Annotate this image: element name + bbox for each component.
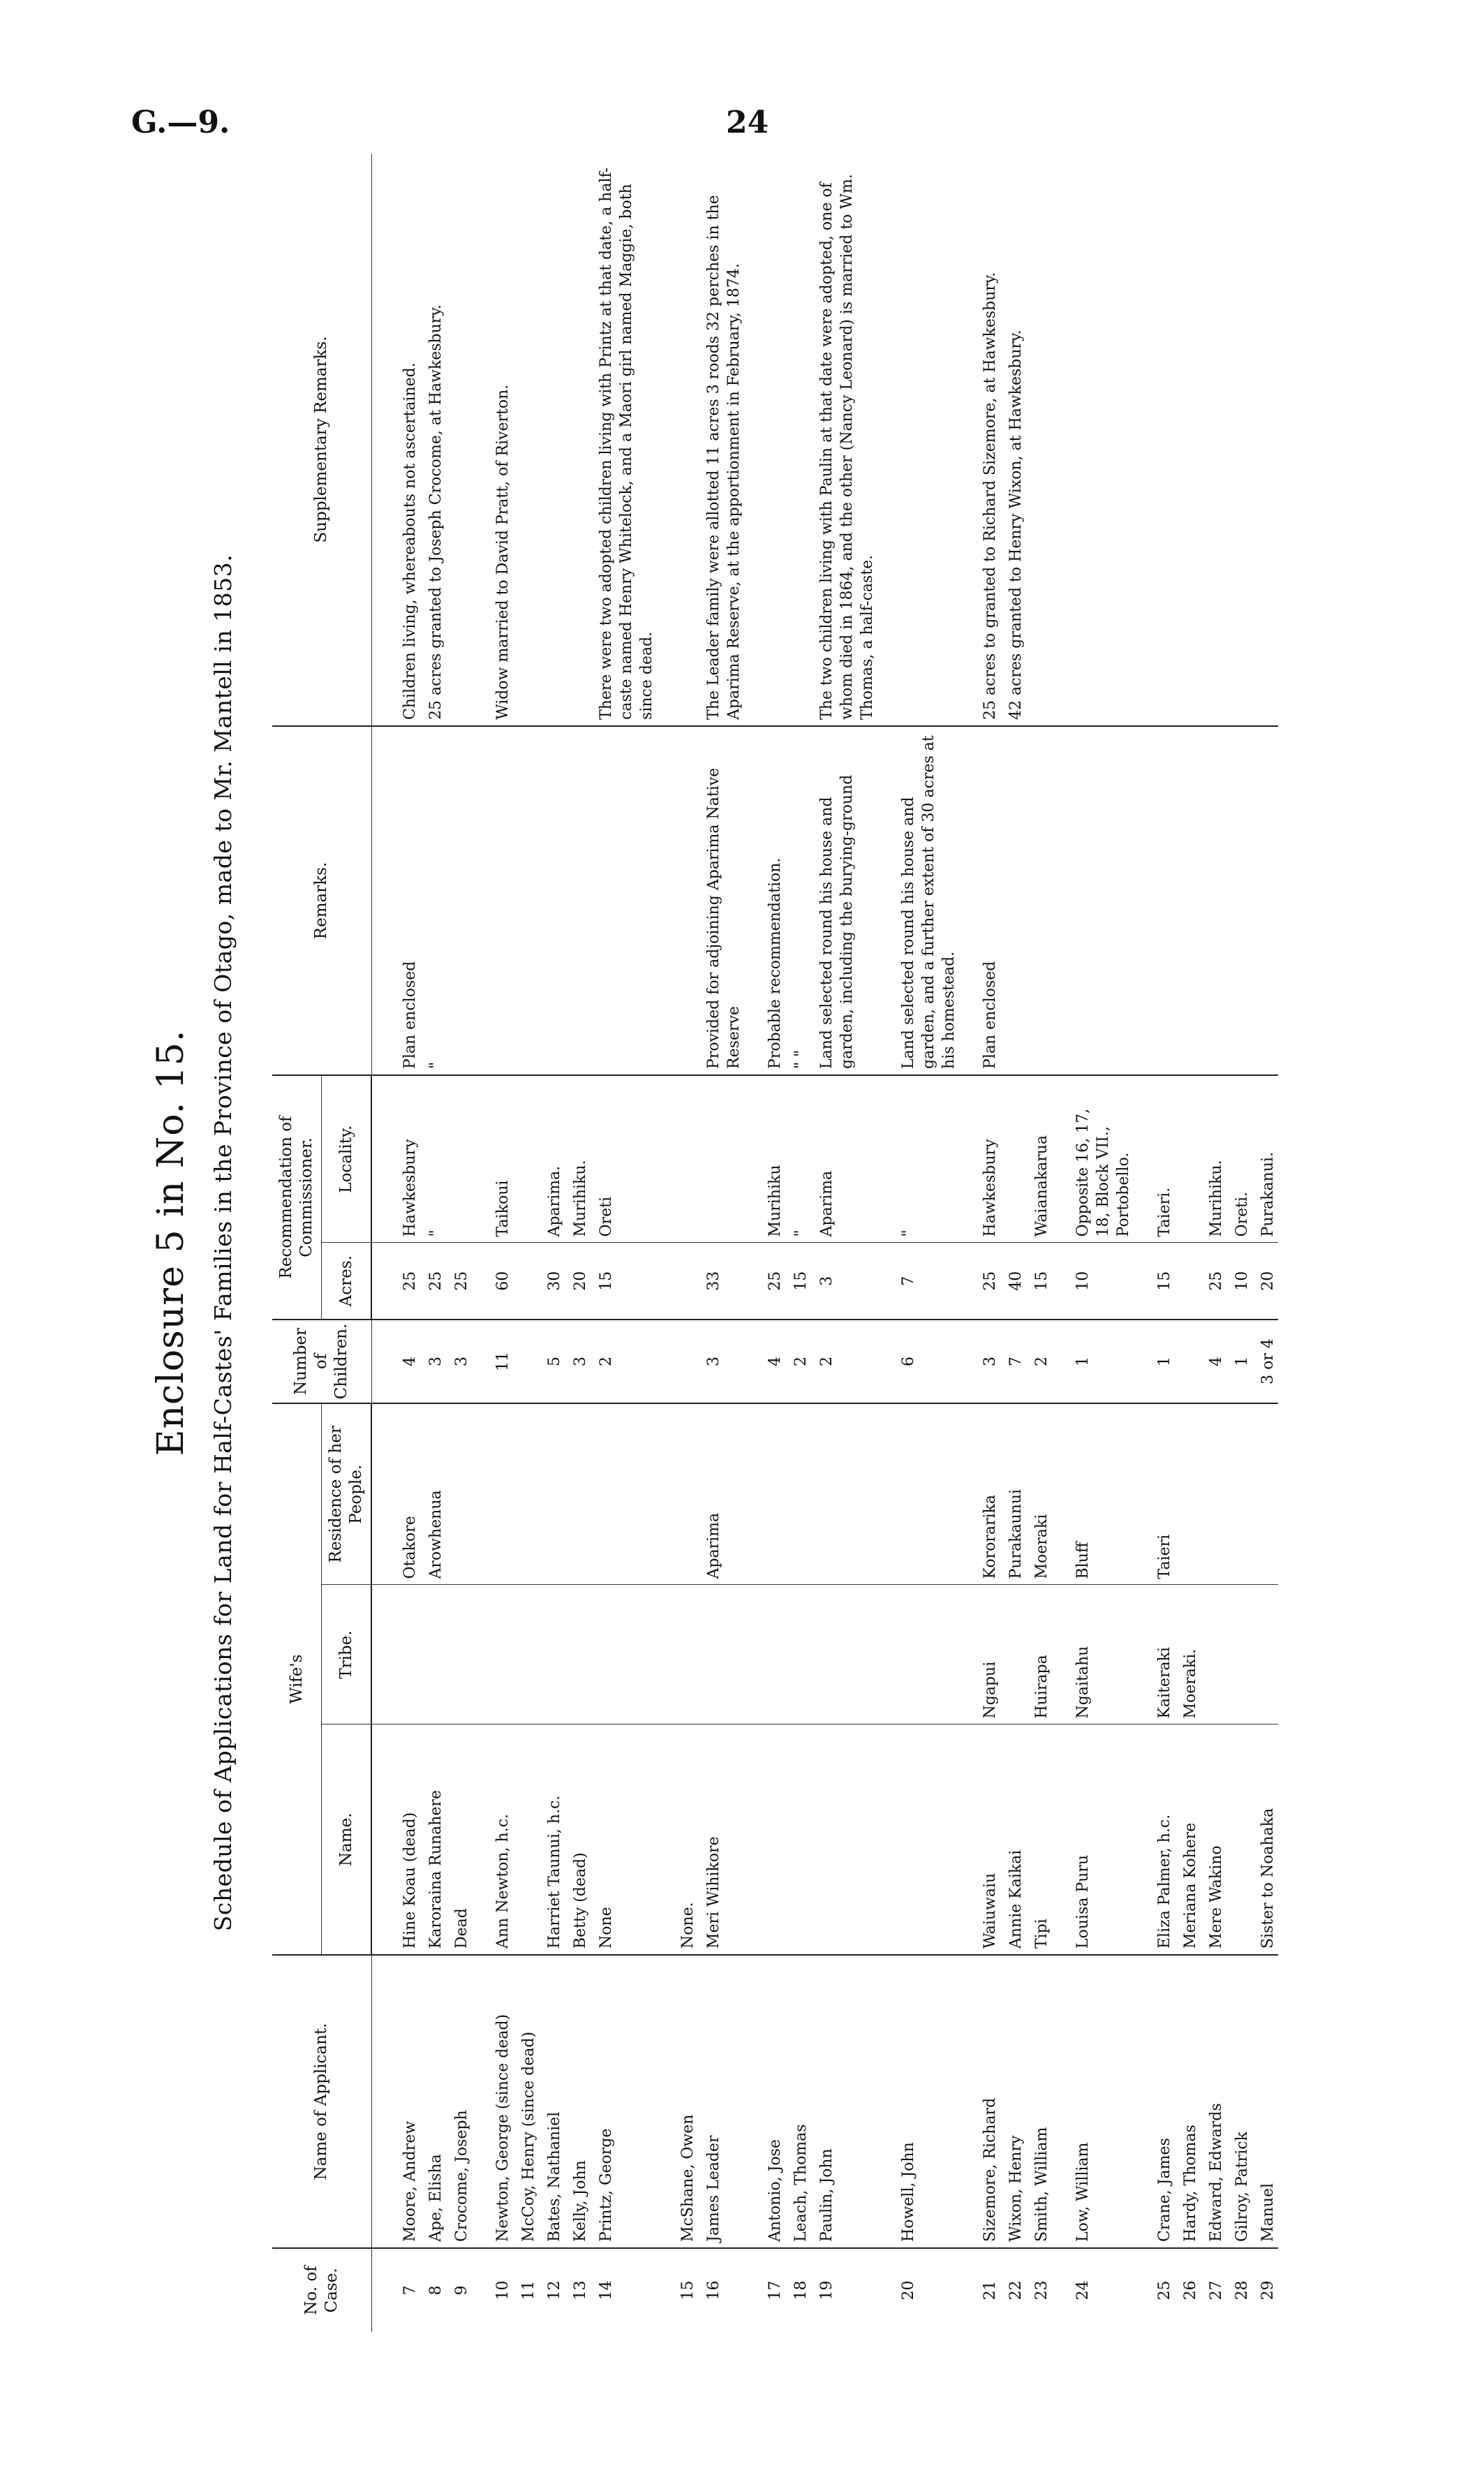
table-cell-remarks: Provided for adjoining Aparima Native Reserve xyxy=(698,726,744,1075)
table-row xyxy=(657,154,698,2332)
col-wife-name: Name. xyxy=(322,1724,372,1955)
table-cell-tribe xyxy=(1252,1585,1278,1724)
enclosure-title: Enclosure 5 in No. 15. xyxy=(150,1029,192,1456)
table-cell-locality: Hawkesbury xyxy=(959,1075,1000,1243)
table-cell-tribe xyxy=(877,1585,959,1724)
page-reference: G.—9. xyxy=(131,105,230,140)
table-cell-remarks: Land selected round his house and garden, and a further extent of 30 acres at his homestead. xyxy=(877,726,959,1075)
table-cell-wife-name xyxy=(785,1724,811,1955)
table-cell-tribe xyxy=(565,1585,591,1724)
table-row xyxy=(539,154,565,2332)
table-row xyxy=(591,154,657,2332)
table-cell-locality: " xyxy=(420,1075,446,1243)
table-cell-wife-name xyxy=(811,1724,877,1955)
table-cell-remarks xyxy=(1175,726,1201,1075)
table-cell-tribe xyxy=(371,1585,420,1724)
table-cell-applicant: Howell, John xyxy=(877,1955,959,2248)
table-cell-wife-name: Betty (dead) xyxy=(565,1724,591,1955)
table-cell-remarks xyxy=(1026,726,1052,1075)
table-cell-locality xyxy=(1000,1075,1026,1243)
table-cell-wife-name: Tipi xyxy=(1026,1724,1052,1955)
table-cell-acres: 7 xyxy=(877,1243,959,1320)
table-cell-wife-name: Eliza Palmer, h.c. xyxy=(1134,1724,1175,1955)
table-cell-acres xyxy=(1175,1243,1201,1320)
table-cell-supplementary xyxy=(785,154,811,726)
table-cell-residence xyxy=(472,1403,513,1585)
table-cell-applicant: Moore, Andrew xyxy=(371,1955,420,2248)
table-cell-case: 15 xyxy=(679,2280,697,2300)
table-cell-case: 25 xyxy=(1156,2280,1173,2300)
table-cell-applicant: Crane, James xyxy=(1134,1955,1175,2248)
col-remarks: Remarks. xyxy=(272,726,371,1075)
table-cell-acres: 15 xyxy=(785,1243,811,1320)
table-row xyxy=(1175,154,1201,2332)
table-cell-wife-name xyxy=(877,1724,959,1955)
table-cell-children: 6 xyxy=(877,1320,959,1403)
col-supplementary: Supplementary Remarks. xyxy=(272,154,371,726)
table-cell-case: 13 xyxy=(572,2280,589,2300)
table-cell-remarks xyxy=(1252,726,1278,1075)
table-row xyxy=(1052,154,1134,2332)
table-cell-wife-name: Mere Wakino xyxy=(1201,1724,1226,1955)
table-cell-acres: 40 xyxy=(1000,1243,1026,1320)
table-cell-wife-name: Sister to Noahaka xyxy=(1252,1724,1278,1955)
table-cell-acres: 15 xyxy=(1026,1243,1052,1320)
table-cell-locality xyxy=(698,1075,744,1243)
table-cell-children: 3 xyxy=(565,1320,591,1403)
table-cell-supplementary xyxy=(1175,154,1201,726)
table-cell-residence: Moeraki xyxy=(1026,1403,1052,1585)
table-cell-remarks xyxy=(565,726,591,1075)
table-cell-case: 23 xyxy=(1033,2280,1051,2300)
table-cell-applicant: McCoy, Henry (since dead) xyxy=(513,1955,539,2248)
table-row xyxy=(698,154,744,2332)
table-cell-remarks xyxy=(1052,726,1134,1075)
table-cell-tribe xyxy=(698,1585,744,1724)
table-cell-case: 26 xyxy=(1182,2280,1199,2300)
table-cell-acres xyxy=(513,1243,539,1320)
col-case: No. of Case. xyxy=(272,2248,371,2332)
table-row xyxy=(1201,154,1226,2332)
table-row xyxy=(959,154,1000,2332)
table-cell-acres: 20 xyxy=(1252,1243,1278,1320)
table-row xyxy=(565,154,591,2332)
table-cell-tribe: Huirapa xyxy=(1026,1585,1052,1724)
table-cell-residence xyxy=(565,1403,591,1585)
table-cell-children xyxy=(1175,1320,1201,1403)
table-cell-acres: 25 xyxy=(959,1243,1000,1320)
schedule-table xyxy=(272,154,1278,2332)
table-cell-wife-name: Annie Kaikai xyxy=(1000,1724,1026,1955)
table-cell-applicant: Paulin, John xyxy=(811,1955,877,2248)
table-cell-locality: Aparima. xyxy=(539,1075,565,1243)
table-cell-acres: 25 xyxy=(744,1243,785,1320)
table-cell-residence xyxy=(877,1403,959,1585)
table-cell-children: 4 xyxy=(744,1320,785,1403)
table-cell-supplementary: 25 acres to granted to Richard Sizemore, at Hawkesbury. xyxy=(959,154,1000,726)
table-cell-locality xyxy=(513,1075,539,1243)
table-cell-locality: Murihiku. xyxy=(565,1075,591,1243)
table-cell-supplementary xyxy=(657,154,698,726)
table-cell-wife-name xyxy=(744,1724,785,1955)
table-cell-tribe xyxy=(539,1585,565,1724)
table-row xyxy=(1134,154,1175,2332)
table-cell-supplementary: 42 acres granted to Henry Wixon, at Hawkesbury. xyxy=(1000,154,1026,726)
table-cell-wife-name: Waiuwaiu xyxy=(959,1724,1000,1955)
table-cell-wife-name: None xyxy=(591,1724,657,1955)
table-row xyxy=(446,154,472,2332)
table-cell-acres: 20 xyxy=(565,1243,591,1320)
table-row xyxy=(1026,154,1052,2332)
table-cell-supplementary: The two children living with Paulin at that date were adopted, one of whom died in 1864, and the other (Nancy Leonard) is married to Wm. Thomas, a half-caste. xyxy=(811,154,877,726)
table-cell-wife-name: Dead xyxy=(446,1724,472,1955)
table-row xyxy=(472,154,513,2332)
table-cell-tribe xyxy=(472,1585,513,1724)
table-cell-applicant: Low, William xyxy=(1052,1955,1134,2248)
table-cell-supplementary xyxy=(1252,154,1278,726)
table-cell-case: 28 xyxy=(1233,2280,1251,2300)
schedule-table-wrapper xyxy=(272,154,1278,2332)
table-cell-case: 7 xyxy=(401,2285,419,2296)
table-cell-remarks xyxy=(513,726,539,1075)
page-number: 24 xyxy=(726,105,769,140)
table-cell-supplementary: Widow married to David Pratt, of Riverton. xyxy=(472,154,513,726)
table-cell-applicant: Smith, William xyxy=(1026,1955,1052,2248)
table-cell-acres: 30 xyxy=(539,1243,565,1320)
table-cell-case: 10 xyxy=(494,2280,512,2300)
table-cell-locality: " xyxy=(785,1075,811,1243)
table-cell-children xyxy=(513,1320,539,1403)
table-cell-remarks: Land selected round his house and garden, including the burying-ground xyxy=(811,726,877,1075)
table-cell-locality xyxy=(1175,1075,1201,1243)
table-cell-residence xyxy=(1252,1403,1278,1585)
table-cell-locality: Oreti. xyxy=(1226,1075,1252,1243)
table-cell-case: 17 xyxy=(766,2280,784,2300)
rotated-schedule-sheet xyxy=(133,126,1403,2360)
table-cell-wife-name xyxy=(1226,1724,1252,1955)
table-cell-tribe: Kaiteraki xyxy=(1134,1585,1175,1724)
table-cell-case: 21 xyxy=(981,2280,999,2300)
table-cell-supplementary: The Leader family were allotted 11 acres 3 roods 32 perches in the Aparima Reserve, at the apportionment in February, 1874. xyxy=(698,154,744,726)
table-cell-acres: 25 xyxy=(446,1243,472,1320)
table-cell-acres: 10 xyxy=(1052,1243,1134,1320)
table-cell-wife-name: Meri Wihikore xyxy=(698,1724,744,1955)
table-row xyxy=(811,154,877,2332)
table-cell-wife-name: Karoraina Runahere xyxy=(420,1724,446,1955)
table-cell-tribe xyxy=(1000,1585,1026,1724)
table-cell-children: 7 xyxy=(1000,1320,1026,1403)
table-cell-residence xyxy=(785,1403,811,1585)
table-cell-tribe: Ngaitahu xyxy=(1052,1585,1134,1724)
table-cell-tribe xyxy=(1201,1585,1226,1724)
col-wife-residence: Residence of her People. xyxy=(322,1403,372,1585)
table-cell-supplementary xyxy=(1201,154,1226,726)
table-cell-remarks xyxy=(446,726,472,1075)
table-cell-applicant: Leach, Thomas xyxy=(785,1955,811,2248)
table-cell-children: 2 xyxy=(785,1320,811,1403)
table-cell-acres: 25 xyxy=(420,1243,446,1320)
table-cell-remarks xyxy=(591,726,657,1075)
table-cell-remarks: " xyxy=(420,726,446,1075)
table-cell-applicant: McShane, Owen xyxy=(657,1955,698,2248)
table-cell-case: 27 xyxy=(1208,2280,1225,2300)
table-cell-supplementary xyxy=(1134,154,1175,726)
table-cell-remarks xyxy=(1201,726,1226,1075)
table-cell-supplementary xyxy=(1226,154,1252,726)
table-cell-children: 1 xyxy=(1226,1320,1252,1403)
table-cell-supplementary: Children living, whereabouts not ascertained. xyxy=(371,154,420,726)
table-cell-locality: Opposite 16, 17, 18, Block VII., Portobello. xyxy=(1052,1075,1134,1243)
table-row xyxy=(744,154,785,2332)
table-cell-tribe xyxy=(811,1585,877,1724)
table-cell-applicant: Bates, Nathaniel xyxy=(539,1955,565,2248)
table-cell-case: 24 xyxy=(1074,2280,1092,2300)
table-cell-residence xyxy=(591,1403,657,1585)
table-cell-locality xyxy=(657,1075,698,1243)
table-cell-case: 22 xyxy=(1007,2280,1025,2300)
table-cell-case: 20 xyxy=(900,2280,917,2300)
table-cell-residence xyxy=(1175,1403,1201,1585)
table-cell-children: 11 xyxy=(472,1320,513,1403)
table-cell-residence xyxy=(539,1403,565,1585)
table-cell-applicant: Wixon, Henry xyxy=(1000,1955,1026,2248)
table-cell-remarks xyxy=(1226,726,1252,1075)
table-cell-acres xyxy=(657,1243,698,1320)
table-cell-wife-name: Harriet Taunui, h.c. xyxy=(539,1724,565,1955)
table-cell-tribe xyxy=(657,1585,698,1724)
table-row xyxy=(1252,154,1278,2332)
table-cell-residence xyxy=(657,1403,698,1585)
table-row xyxy=(1226,154,1252,2332)
table-cell-locality: Taieri. xyxy=(1134,1075,1175,1243)
table-cell-supplementary xyxy=(446,154,472,726)
table-cell-supplementary xyxy=(539,154,565,726)
table-cell-residence: Arowhenua xyxy=(420,1403,446,1585)
table-row xyxy=(785,154,811,2332)
table-cell-case: 16 xyxy=(705,2280,722,2300)
table-cell-wife-name: Ann Newton, h.c. xyxy=(472,1724,513,1955)
table-cell-children: 3 xyxy=(959,1320,1000,1403)
table-cell-tribe xyxy=(785,1585,811,1724)
table-cell-locality: Murihiku. xyxy=(1201,1075,1226,1243)
table-cell-applicant: Kelly, John xyxy=(565,1955,591,2248)
col-wife-group: Wife's xyxy=(272,1403,322,1955)
table-cell-wife-name: Hine Koau (dead) xyxy=(371,1724,420,1955)
table-cell-remarks xyxy=(657,726,698,1075)
table-cell-locality: Taikoui xyxy=(472,1075,513,1243)
table-cell-tribe xyxy=(1226,1585,1252,1724)
col-recommendation-group: Recommendation of Commissioner. xyxy=(272,1075,322,1320)
table-cell-applicant: Crocome, Joseph xyxy=(446,1955,472,2248)
table-cell-remarks xyxy=(472,726,513,1075)
table-cell-acres: 33 xyxy=(698,1243,744,1320)
col-children: Number of Children. xyxy=(272,1320,371,1403)
table-cell-residence xyxy=(1226,1403,1252,1585)
table-cell-supplementary xyxy=(565,154,591,726)
table-cell-tribe: Ngapui xyxy=(959,1585,1000,1724)
table-cell-supplementary xyxy=(744,154,785,726)
table-cell-children: 3 xyxy=(446,1320,472,1403)
table-cell-residence xyxy=(744,1403,785,1585)
table-cell-wife-name: Meriana Kohere xyxy=(1175,1724,1201,1955)
table-cell-children: 4 xyxy=(1201,1320,1226,1403)
table-cell-residence xyxy=(1201,1403,1226,1585)
table-row xyxy=(1000,154,1026,2332)
table-cell-tribe xyxy=(744,1585,785,1724)
col-applicant: Name of Applicant. xyxy=(272,1955,371,2248)
table-cell-wife-name: None. xyxy=(657,1724,698,1955)
table-cell-children: 1 xyxy=(1052,1320,1134,1403)
table-cell-acres: 25 xyxy=(1201,1243,1226,1320)
table-cell-locality: Waianakarua xyxy=(1026,1075,1052,1243)
table-cell-children: 1 xyxy=(1134,1320,1175,1403)
table-cell-remarks: Probable recommendation. xyxy=(744,726,785,1075)
table-cell-locality: " xyxy=(877,1075,959,1243)
table-cell-tribe xyxy=(420,1585,446,1724)
table-cell-residence: Taieri xyxy=(1134,1403,1175,1585)
table-cell-locality: Murihiku xyxy=(744,1075,785,1243)
table-cell-residence xyxy=(513,1403,539,1585)
table-cell-tribe xyxy=(513,1585,539,1724)
table-cell-applicant: Manuel xyxy=(1252,1955,1278,2248)
table-row xyxy=(420,154,446,2332)
table-cell-acres: 10 xyxy=(1226,1243,1252,1320)
table-cell-tribe xyxy=(446,1585,472,1724)
table-cell-children: 3 or 4 xyxy=(1252,1320,1278,1403)
table-cell-children: 3 xyxy=(420,1320,446,1403)
table-cell-case: 18 xyxy=(792,2280,810,2300)
table-cell-case: 14 xyxy=(598,2280,615,2300)
table-cell-remarks: Plan enclosed xyxy=(959,726,1000,1075)
table-cell-locality xyxy=(446,1075,472,1243)
table-cell-locality: Aparima xyxy=(811,1075,877,1243)
table-cell-children: 2 xyxy=(591,1320,657,1403)
table-cell-case: 9 xyxy=(453,2285,470,2296)
schedule-rows xyxy=(371,154,1278,2332)
table-cell-children: 2 xyxy=(1026,1320,1052,1403)
table-cell-acres: 60 xyxy=(472,1243,513,1320)
table-cell-locality: Hawkesbury xyxy=(371,1075,420,1243)
table-row xyxy=(513,154,539,2332)
col-acres: Acres. xyxy=(322,1243,372,1320)
table-cell-tribe: Moeraki. xyxy=(1175,1585,1201,1724)
schedule-title: Schedule of Applications for Land for Half-Castes' Families in the Province of Otago, made to Mr. Mantell in 1853. xyxy=(209,554,237,1932)
table-cell-applicant: Printz, George xyxy=(591,1955,657,2248)
table-cell-remarks xyxy=(1134,726,1175,1075)
table-cell-remarks xyxy=(539,726,565,1075)
table-cell-supplementary: 25 acres granted to Joseph Crocome, at Hawkesbury. xyxy=(420,154,446,726)
table-cell-residence: Bluff xyxy=(1052,1403,1134,1585)
table-cell-residence: Purakaunui xyxy=(1000,1403,1026,1585)
table-cell-remarks xyxy=(1000,726,1026,1075)
table-cell-case: 11 xyxy=(520,2280,537,2300)
table-cell-applicant: Gilroy, Patrick xyxy=(1226,1955,1252,2248)
table-cell-children: 3 xyxy=(698,1320,744,1403)
col-locality: Locality. xyxy=(322,1075,372,1243)
table-cell-wife-name xyxy=(513,1724,539,1955)
table-cell-applicant: Sizemore, Richard xyxy=(959,1955,1000,2248)
table-cell-residence: Aparima xyxy=(698,1403,744,1585)
table-cell-case: 12 xyxy=(546,2280,563,2300)
table-cell-residence: Otakore xyxy=(371,1403,420,1585)
table-cell-remarks: " " xyxy=(785,726,811,1075)
table-cell-children: 4 xyxy=(371,1320,420,1403)
table-cell-case: 29 xyxy=(1259,2280,1277,2300)
table-cell-supplementary xyxy=(877,154,959,726)
table-cell-residence xyxy=(446,1403,472,1585)
table-cell-supplementary: There were two adopted children living with Printz at that date, a half-caste named Henry Whitelock, and a Maori girl named Maggie, both since dead. xyxy=(591,154,657,726)
table-cell-case: 8 xyxy=(427,2285,445,2296)
table-cell-case: 19 xyxy=(818,2280,836,2300)
table-cell-residence xyxy=(811,1403,877,1585)
table-cell-applicant: Newton, George (since dead) xyxy=(472,1955,513,2248)
table-cell-applicant: Ape, Elisha xyxy=(420,1955,446,2248)
table-cell-acres: 3 xyxy=(811,1243,877,1320)
table-row xyxy=(877,154,959,2332)
col-wife-tribe: Tribe. xyxy=(322,1585,372,1724)
table-cell-residence: Kororarika xyxy=(959,1403,1000,1585)
table-row xyxy=(371,154,420,2332)
table-cell-remarks: Plan enclosed xyxy=(371,726,420,1075)
table-cell-acres: 15 xyxy=(1134,1243,1175,1320)
table-cell-supplementary xyxy=(1026,154,1052,726)
table-cell-children: 2 xyxy=(811,1320,877,1403)
table-cell-applicant: Edward, Edwards xyxy=(1201,1955,1226,2248)
table-cell-children xyxy=(657,1320,698,1403)
table-cell-wife-name: Louisa Puru xyxy=(1052,1724,1134,1955)
table-cell-tribe xyxy=(591,1585,657,1724)
table-cell-locality: Purakanui. xyxy=(1252,1075,1278,1243)
table-cell-acres: 25 xyxy=(371,1243,420,1320)
table-cell-acres: 15 xyxy=(591,1243,657,1320)
table-cell-children: 5 xyxy=(539,1320,565,1403)
table-cell-supplementary xyxy=(513,154,539,726)
table-cell-applicant: Hardy, Thomas xyxy=(1175,1955,1201,2248)
table-cell-locality: Oreti xyxy=(591,1075,657,1243)
table-cell-applicant: Antonio, Jose xyxy=(744,1955,785,2248)
table-cell-supplementary xyxy=(1052,154,1134,726)
table-cell-applicant: James Leader xyxy=(698,1955,744,2248)
